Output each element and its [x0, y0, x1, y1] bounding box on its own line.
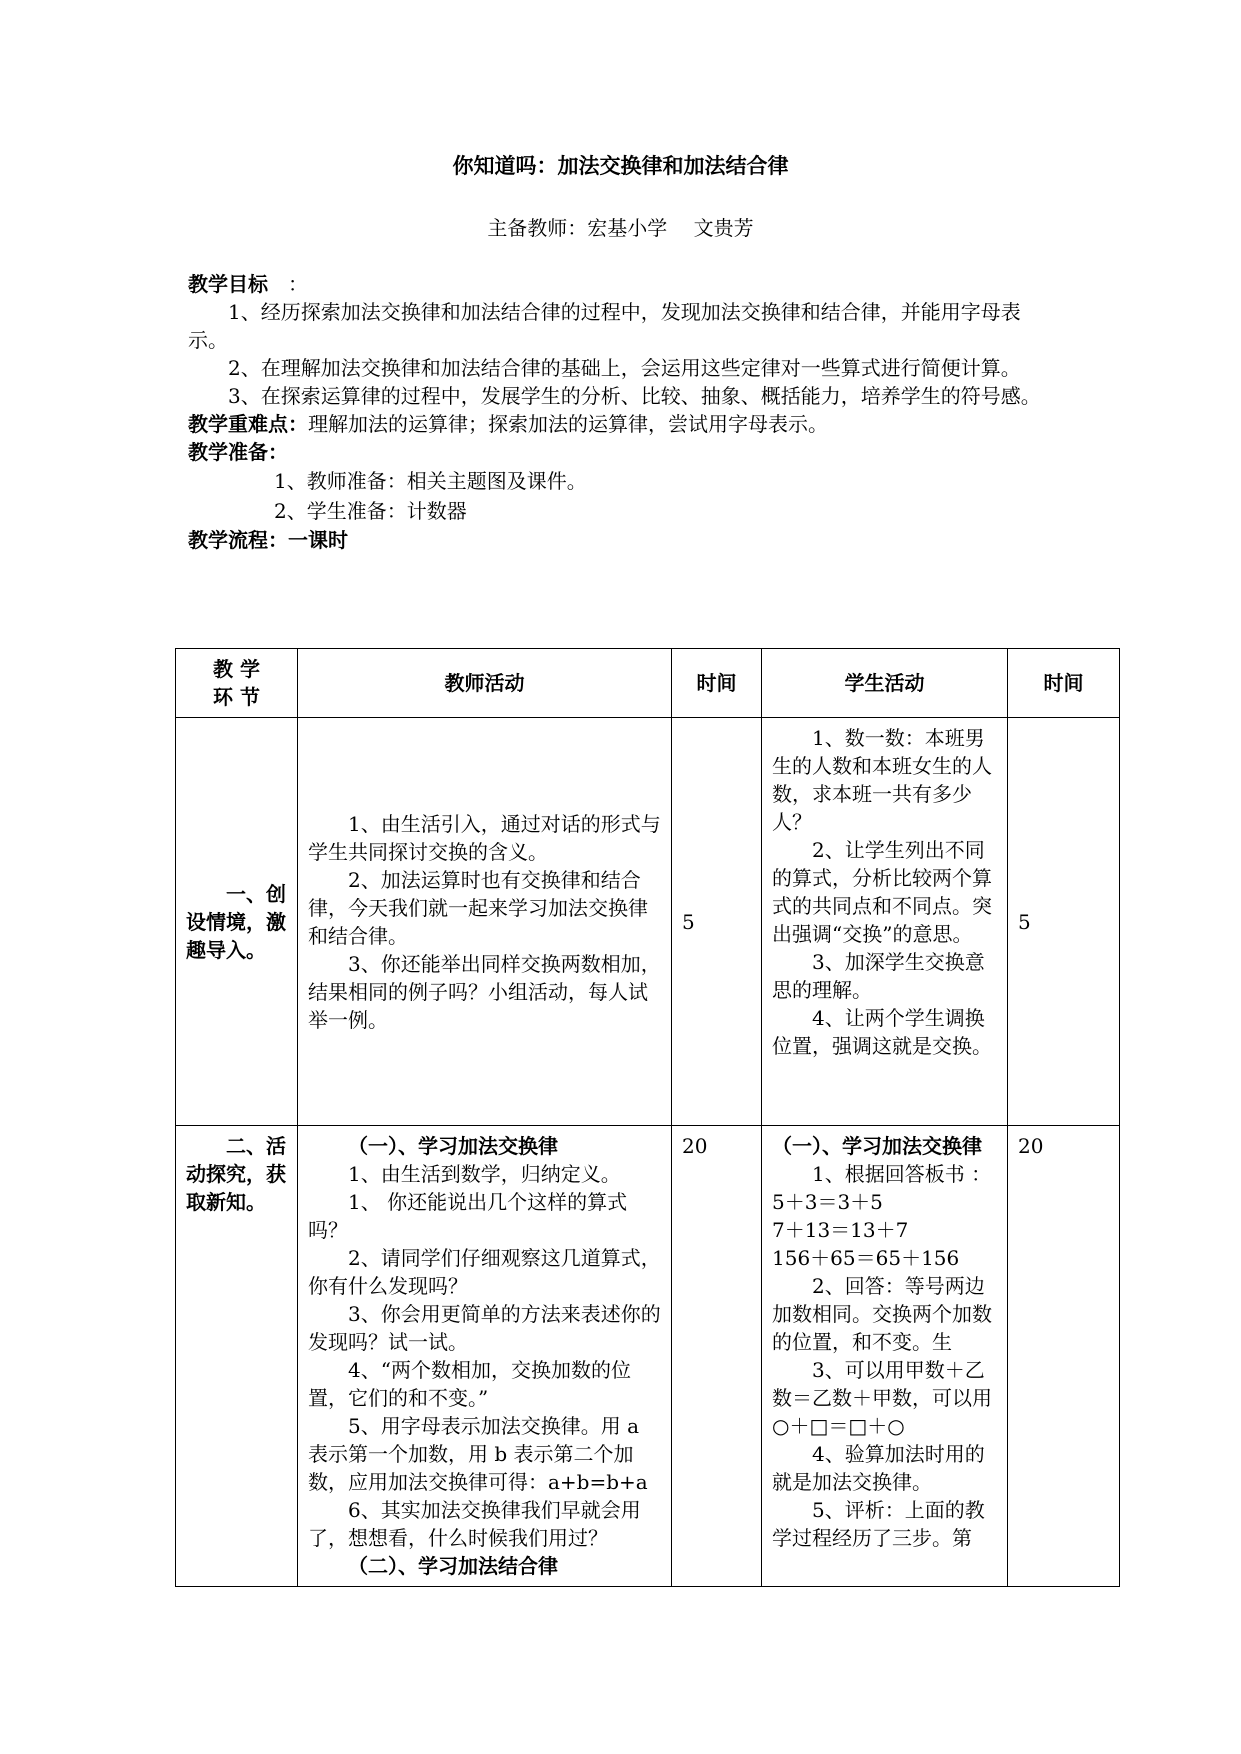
preparation-label: 教学准备：	[188, 440, 288, 464]
time-cell: 5	[672, 718, 762, 1126]
header-stage-line1: 教 学	[213, 657, 260, 681]
student-equation: 5＋3＝3＋5	[772, 1190, 883, 1214]
preparation-item-1: 1、教师准备：相关主题图及课件。	[274, 469, 587, 493]
header-student-activity: 学生活动	[762, 649, 1008, 718]
objective-item-1: 1、经历探索加法交换律和加法结合律的过程中，发现加法交换律和结合律，并能用字母表示。	[188, 300, 1021, 352]
time-cell: 20	[672, 1126, 762, 1587]
student-step: 2、让学生列出不同的算式，分析比较两个算式的共同点和不同点。突出强调“交换”的意思。	[772, 838, 992, 946]
teacher-subheading: （二）、学习加法结合律	[348, 1554, 558, 1578]
teacher-step: 3、你还能举出同样交换两数相加，结果相同的例子吗？小组活动，每人试举一例。	[308, 951, 661, 1032]
table-row	[176, 1126, 1120, 1587]
teacher-step: 6、其实加法交换律我们早就会用了，想想看，什么时候我们用过？	[308, 1498, 641, 1550]
lesson-plan-table	[175, 648, 1120, 1587]
student-step: 4、验算加法时用的就是加法交换律。	[772, 1442, 985, 1494]
teacher-activity-cell	[298, 1126, 672, 1587]
table-row	[176, 718, 1120, 1126]
header-time-1: 时间	[672, 649, 762, 718]
preparation-item-2: 2、学生准备：计数器	[274, 499, 467, 523]
student-step: 1、数一数：本班男生的人数和本班女生的人数，求本班一共有多少人？	[772, 726, 992, 834]
student-step: 3、可以用甲数＋乙数＝乙数＋甲数，可以用○＋□＝□＋○	[772, 1358, 992, 1438]
header-time-2: 时间	[1008, 649, 1120, 718]
key-points-text: 理解加法的运算律；探索加法的运算律，尝试用字母表示。	[308, 412, 828, 436]
stage-label: 一、创设情境，激趣导入。	[186, 881, 286, 962]
header-stage	[176, 649, 298, 718]
student-step: 2、回答：等号两边加数相同。交换两个加数的位置，和不变。生	[772, 1274, 992, 1354]
student-equation: 7＋13＝13＋7	[772, 1218, 909, 1242]
process-label: 教学流程：一课时	[188, 528, 348, 552]
student-step: 3、加深学生交换意思的理解。	[772, 950, 985, 1002]
header-teacher-activity: 教师活动	[298, 649, 672, 718]
teacher-step: 1、由生活到数学，归纳定义。	[348, 1162, 621, 1186]
key-points-label: 教学重难点：	[188, 412, 308, 436]
student-activity-cell	[762, 718, 1008, 1126]
objective-item-2: 2、在理解加法交换律和加法结合律的基础上，会运用这些定律对一些算式进行简便计算。	[228, 356, 1021, 380]
teacher-step: 2、请同学们仔细观察这几道算式，你有什么发现吗？	[308, 1246, 661, 1298]
objectives-section	[188, 270, 1048, 554]
teacher-step: 1、由生活引入，通过对话的形式与学生共同探讨交换的含义。	[308, 811, 661, 864]
time-cell: 5	[1008, 718, 1120, 1126]
table-header-row	[176, 649, 1120, 718]
student-activity-cell	[762, 1126, 1008, 1587]
teacher-step: 2、加法运算时也有交换律和结合律，今天我们就一起来学习加法交换律和结合律。	[308, 867, 648, 948]
document-title: 你知道吗：加法交换律和加法结合律	[452, 154, 789, 178]
header-stage-line2: 环 节	[213, 685, 260, 709]
student-step: 1、根据回答板书 ：	[812, 1162, 992, 1186]
teacher-step: 3、你会用更简单的方法来表述你的发现吗？试一试。	[308, 1302, 661, 1354]
stage-cell	[176, 1126, 298, 1587]
teacher-step: 5、用字母表示加法交换律。用 a 表示第一个加数，用 b 表示第二个加数，应用加法交换律可得：a+b=b+a	[308, 1414, 648, 1494]
teacher-step: 4、“两个数相加，交换加数的位置，它们的和不变。”	[308, 1358, 631, 1410]
stage-label: 二、活动探究，获取新知。	[186, 1134, 286, 1214]
teacher-step: 1、 你还能说出几个这样的算式吗？	[308, 1190, 628, 1242]
student-step: 4、让两个学生调换位置，强调这就是交换。	[772, 1006, 992, 1058]
objectives-colon: ：	[268, 272, 308, 296]
objectives-label: 教学目标	[188, 272, 268, 296]
student-subheading: （一）、学习加法交换律	[772, 1134, 982, 1158]
stage-cell	[176, 718, 298, 1126]
teacher-line: 主备教师：宏基小学 文贵芳	[487, 216, 754, 240]
student-step: 5、评析：上面的教学过程经历了三步。第	[772, 1498, 985, 1550]
objective-item-3: 3、在探索运算律的过程中，发展学生的分析、比较、抽象、概括能力，培养学生的符号感。	[228, 384, 1041, 408]
teacher-activity-cell	[298, 718, 672, 1126]
teacher-subheading: （一）、学习加法交换律	[348, 1134, 558, 1158]
key-points	[188, 410, 1048, 438]
time-cell: 20	[1008, 1126, 1120, 1587]
student-equation: 156＋65＝65＋156	[772, 1246, 960, 1270]
